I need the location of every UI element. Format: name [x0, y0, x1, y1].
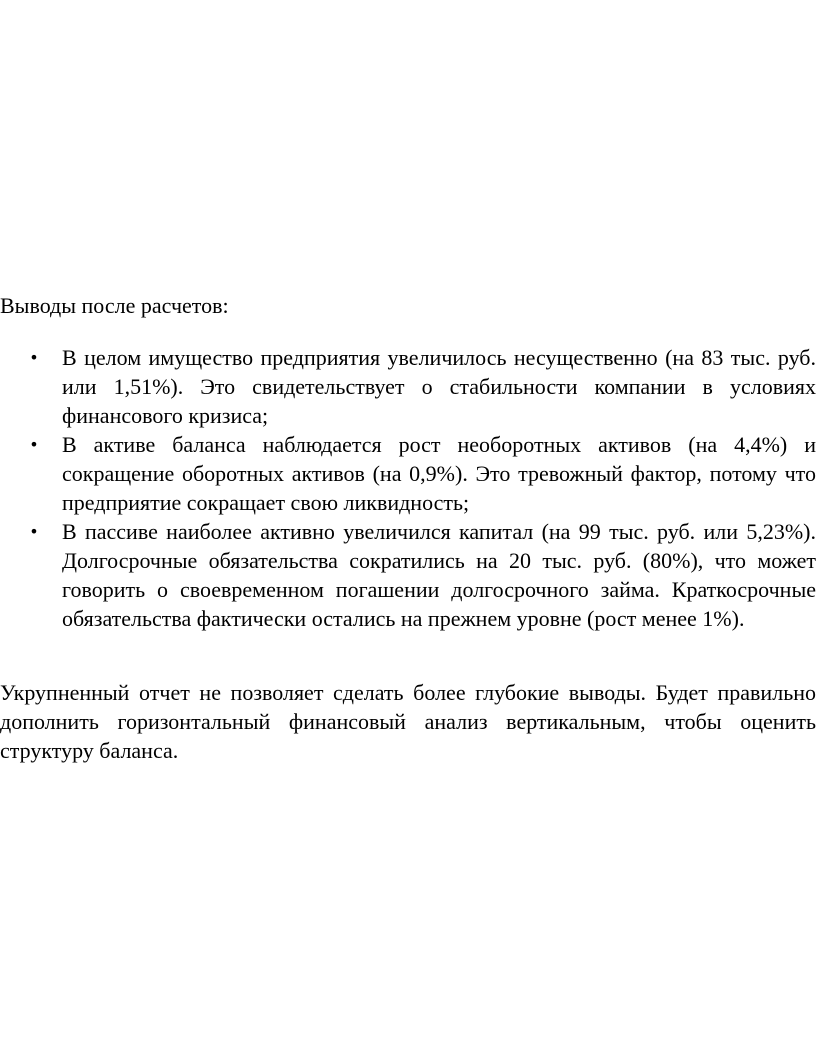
list-item-text: В пассиве наиболее активно увеличился капитал (на 99 тыс. руб. или 5,23%). Долгосрочные обязательства сократились на 20 тыс. руб. (80%), что может говорить о своевременном погашении долгосрочного займа. Краткосрочные обязательства фактически остались на прежнем уровне (рост менее 1%). — [62, 519, 816, 631]
conclusion-paragraph: Укрупненный отчет не позволяет сделать более глубокие выводы. Будет правильно дополнить горизонтальный финансовый анализ вертикальным, чтобы оценить структуру баланса. — [0, 680, 816, 763]
list-item — [0, 517, 816, 633]
list-item-text: В целом имущество предприятия увеличилось несущественно (на 83 тыс. руб. или 1,51%). Это свидетельствует о стабильности компании в условиях финансового кризиса; — [62, 345, 816, 428]
list-item — [0, 343, 816, 430]
bullet-icon: • — [29, 522, 39, 541]
list-item — [0, 430, 816, 517]
list-item-text: В активе баланса наблюдается рост необоротных активов (на 4,4%) и сокращение оборотных активов (на 0,9%). Это тревожный фактор, потому что предприятие сокращает свою ликвидность; — [62, 432, 816, 515]
bullet-icon: • — [29, 348, 39, 367]
findings-list — [0, 343, 816, 633]
section-heading: Выводы после расчетов: — [0, 293, 229, 318]
bullet-icon: • — [29, 435, 39, 454]
